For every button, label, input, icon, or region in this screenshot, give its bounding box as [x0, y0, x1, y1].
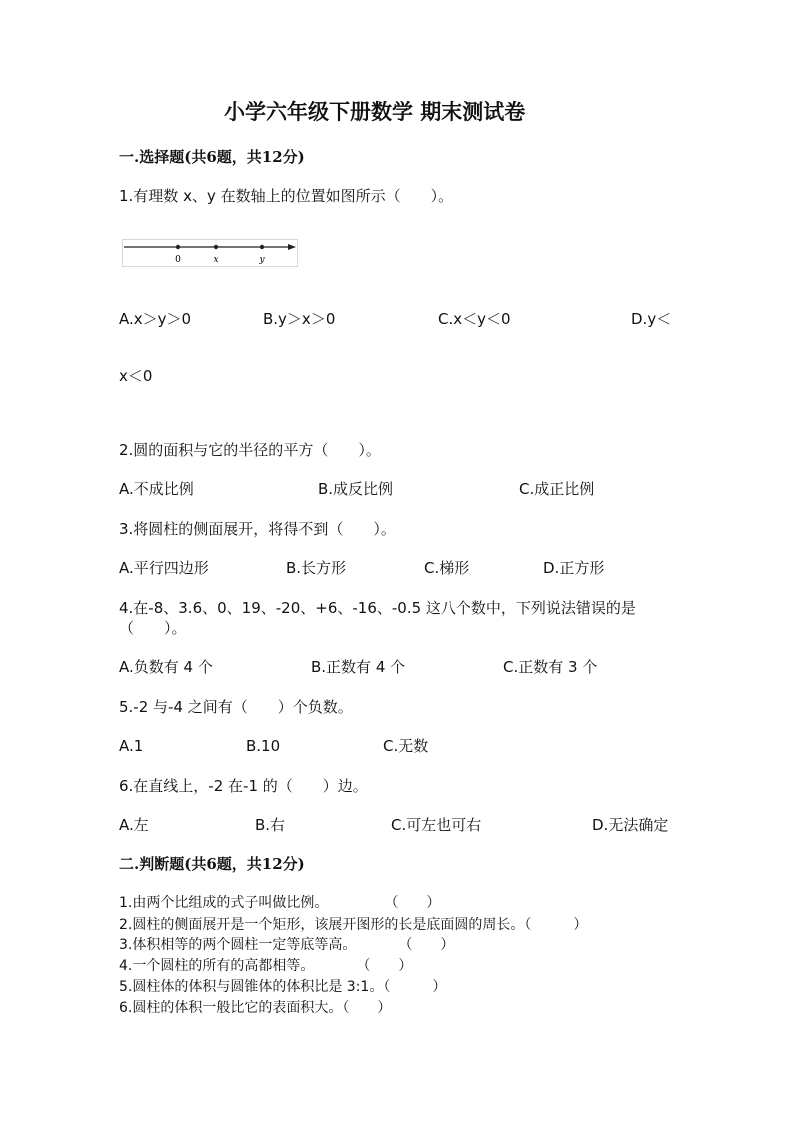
judgement-item-1: 1.由两个比组成的式子叫做比例。 （ ）	[119, 895, 441, 911]
number-line-figure	[122, 239, 298, 267]
q6-option-b: B.右	[255, 816, 286, 834]
q3-option-d: D.正方形	[543, 559, 605, 577]
q4-option-c: C.正数有 3 个	[503, 658, 598, 676]
q3-option-a: A.平行四边形	[119, 559, 209, 577]
judgement-item-5: 5.圆柱体的体积与圆锥体的体积比是 3:1。（ ）	[119, 979, 447, 995]
question-6-stem: 6.在直线上，-2 在-1 的（ ）边。	[119, 777, 368, 795]
page-title: 小学六年级下册数学 期末测试卷	[224, 99, 526, 124]
q3-option-c: C.梯形	[424, 559, 470, 577]
q1-option-c: C.x＜y＜0	[438, 310, 511, 328]
judgement-item-2: 2.圆柱的侧面展开是一个矩形，该展开图形的长是底面圆的周长。（ ）	[119, 917, 588, 933]
q1-option-a: A.x＞y＞0	[119, 310, 192, 328]
point-x	[214, 245, 218, 249]
arrow-head-icon	[288, 244, 296, 250]
q1-option-d: D.y＜	[631, 310, 672, 328]
q4-option-a: A.负数有 4 个	[119, 658, 213, 676]
q2-option-c: C.成正比例	[519, 480, 595, 498]
q6-option-c: C.可左也可右	[391, 816, 482, 834]
figure-frame	[123, 240, 298, 267]
question-4-stem-line2: （ ）。	[119, 619, 187, 637]
label-y: y	[259, 255, 265, 265]
q5-option-b: B.10	[246, 737, 281, 755]
q6-option-a: A.左	[119, 816, 149, 834]
question-5-stem: 5.-2 与-4 之间有（ ）个负数。	[119, 698, 353, 716]
q5-option-c: C.无数	[383, 737, 429, 755]
question-1-stem: 1.有理数 x、y 在数轴上的位置如图所示（ ）。	[119, 187, 454, 205]
label-x: x	[213, 255, 219, 265]
q2-option-b: B.成反比例	[318, 480, 394, 498]
question-3-stem: 3.将圆柱的侧面展开，将得不到（ ）。	[119, 520, 396, 538]
question-2-stem: 2.圆的面积与它的半径的平方（ ）。	[119, 441, 381, 459]
judgement-item-3: 3.体积相等的两个圆柱一定等底等高。 （ ）	[119, 937, 455, 953]
section-heading-choice: 一.选择题(共6题，共12分)	[119, 148, 305, 166]
judgement-item-6: 6.圆柱的体积一般比它的表面积大。（ ）	[119, 1000, 392, 1016]
point-y	[260, 245, 264, 249]
q2-option-a: A.不成比例	[119, 480, 194, 498]
question-4-stem-line1: 4.在-8、3.6、0、19、-20、+6、-16、-0.5 这八个数中，下列说法错误的是	[119, 599, 636, 617]
point-zero	[176, 245, 180, 249]
q4-option-b: B.正数有 4 个	[311, 658, 406, 676]
q5-option-a: A.1	[119, 737, 144, 755]
label-zero: 0	[175, 255, 181, 265]
q3-option-b: B.长方形	[286, 559, 347, 577]
q1-option-b: B.y＞x＞0	[263, 310, 336, 328]
judgement-item-4: 4.一个圆柱的所有的高都相等。 （ ）	[119, 958, 413, 974]
q6-option-d: D.无法确定	[592, 816, 669, 834]
section-heading-judgement: 二.判断题(共6题，共12分)	[119, 855, 305, 873]
q1-option-d-continued: x＜0	[119, 367, 153, 385]
